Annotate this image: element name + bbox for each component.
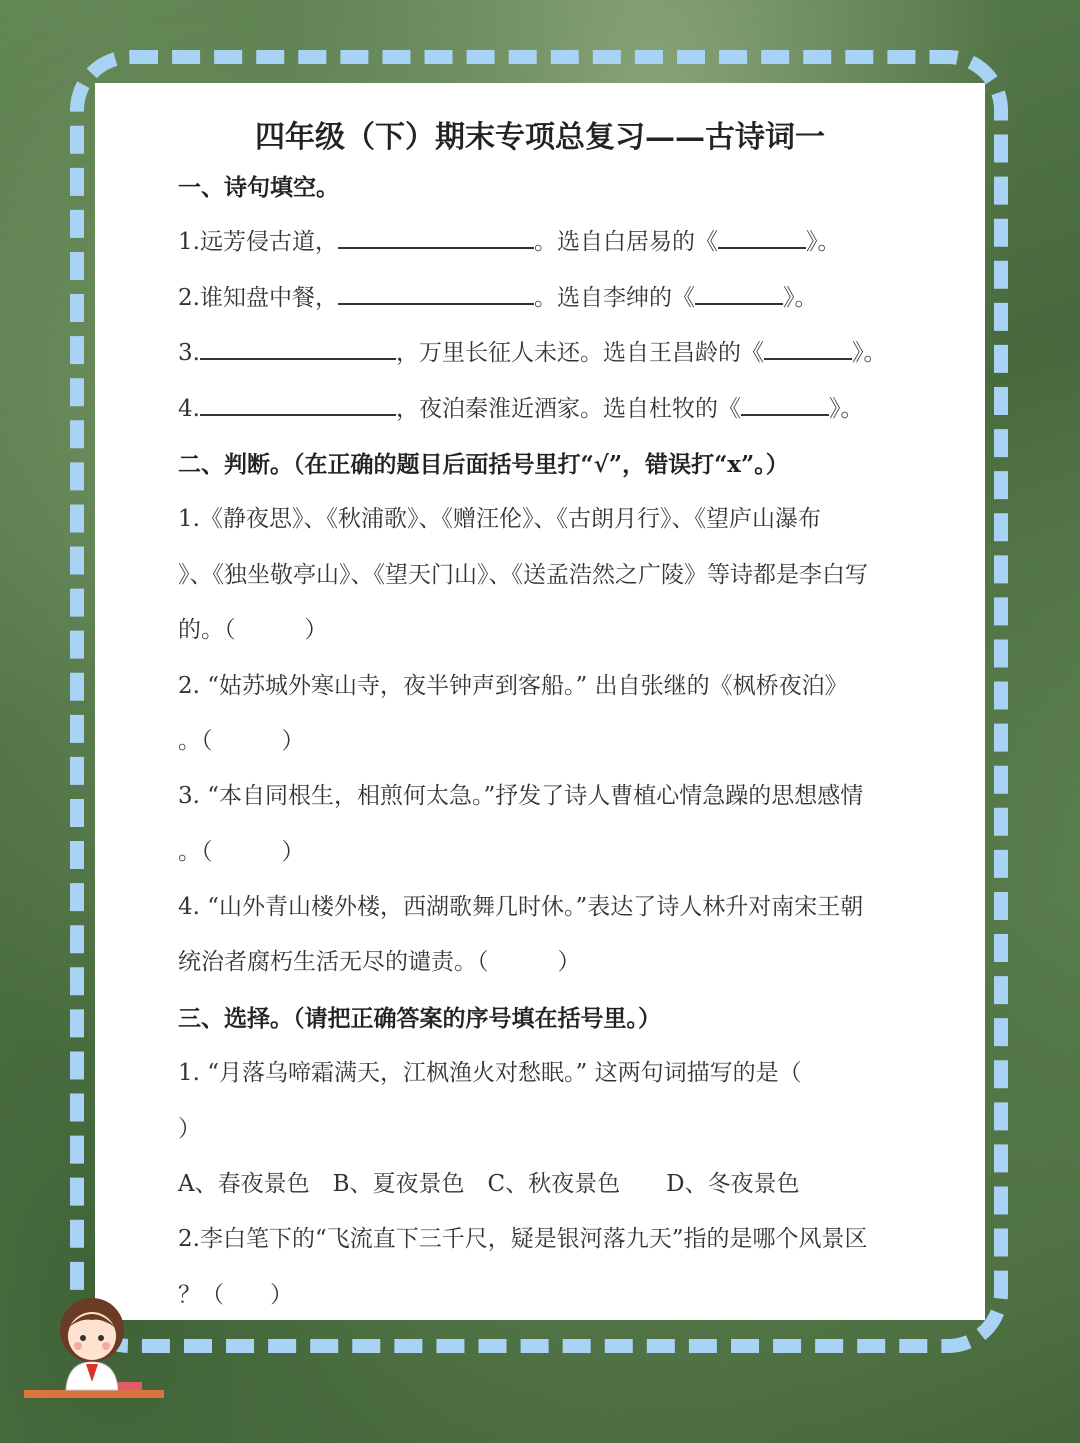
section1-heading: 一、诗句填空。 <box>178 174 339 201</box>
choice-line: ） <box>178 1115 201 1142</box>
item-text: 1.远芳侵古道， <box>178 229 338 256</box>
judge-line: 4. “山外青山楼外楼，西湖歌舞几时休。”表达了诗人林升对南宋王朝 <box>178 894 864 921</box>
choice-line: 2.李白笔下的“飞流直下三千尺，疑是银河落九天”指的是哪个风景区 <box>178 1226 868 1253</box>
item-text: ，万里长征人未还。选自王昌龄的《 <box>395 340 764 367</box>
fill-item-1 <box>178 215 918 270</box>
item-text: 》。 <box>805 229 841 256</box>
worksheet-content <box>178 160 918 1323</box>
title-blank[interactable] <box>718 227 806 249</box>
item-text: 。选自李绅的《 <box>533 284 695 311</box>
item-text: 》。 <box>851 340 887 367</box>
judge-line: 的。（ ） <box>178 617 328 644</box>
title-blank[interactable] <box>695 283 783 305</box>
item-text: 。选自白居易的《 <box>533 229 718 256</box>
choice-line: 1. “月落乌啼霜满天，江枫渔火对愁眠。” 这两句词描写的是（ <box>178 1060 802 1087</box>
item-text: 2.谁知盘中餐， <box>178 284 338 311</box>
item-text: ，夜泊秦淮近酒家。选自杜牧的《 <box>395 395 741 422</box>
section3-heading: 三、选择。（请把正确答案的序号填在括号里。） <box>178 1004 661 1032</box>
item-text: 》。 <box>782 284 818 311</box>
page-title: 四年级（下）期末专项总复习——古诗词一 <box>255 120 825 155</box>
item-text: 》。 <box>828 395 864 422</box>
judge-line: 3. “本自同根生，相煎何太急。”抒发了诗人曹植心情急躁的思想感情 <box>178 783 864 810</box>
judge-line: 1.《静夜思》、《秋浦歌》、《赠汪伦》、《古朗月行》、《望庐山瀑布 <box>178 506 821 533</box>
answer-blank[interactable] <box>338 283 534 305</box>
judge-line: 》、《独坐敬亭山》、《望天门山》、《送孟浩然之广陵》等诗都是李白写 <box>178 561 868 588</box>
judge-line: 。（ ） <box>178 727 305 754</box>
answer-blank[interactable] <box>200 394 396 416</box>
judge-line: 。（ ） <box>178 838 305 865</box>
judge-line: 统治者腐朽生活无尽的谴责。（ ） <box>178 949 581 976</box>
item-text: 4. <box>178 395 200 422</box>
fill-item-3 <box>178 326 918 381</box>
fill-item-4 <box>178 382 918 437</box>
answer-blank[interactable] <box>338 227 534 249</box>
item-text: 3. <box>178 340 200 367</box>
fill-item-2 <box>178 271 918 326</box>
answer-blank[interactable] <box>200 338 396 360</box>
student-girl-illustration <box>22 1290 167 1410</box>
choice-line: ？（ ） <box>178 1281 293 1308</box>
title-blank[interactable] <box>764 338 852 360</box>
title-blank[interactable] <box>741 394 829 416</box>
section2-heading: 二、判断。（在正确的题目后面括号里打“√”，错误打“x”。） <box>178 450 789 478</box>
judge-line: 2. “姑苏城外寒山寺，夜半钟声到客船。” 出自张继的《枫桥夜泊》 <box>178 672 848 699</box>
choice-options: A、春夜景色 B、夏夜景色 C、秋夜景色 D、冬夜景色 <box>178 1171 800 1198</box>
